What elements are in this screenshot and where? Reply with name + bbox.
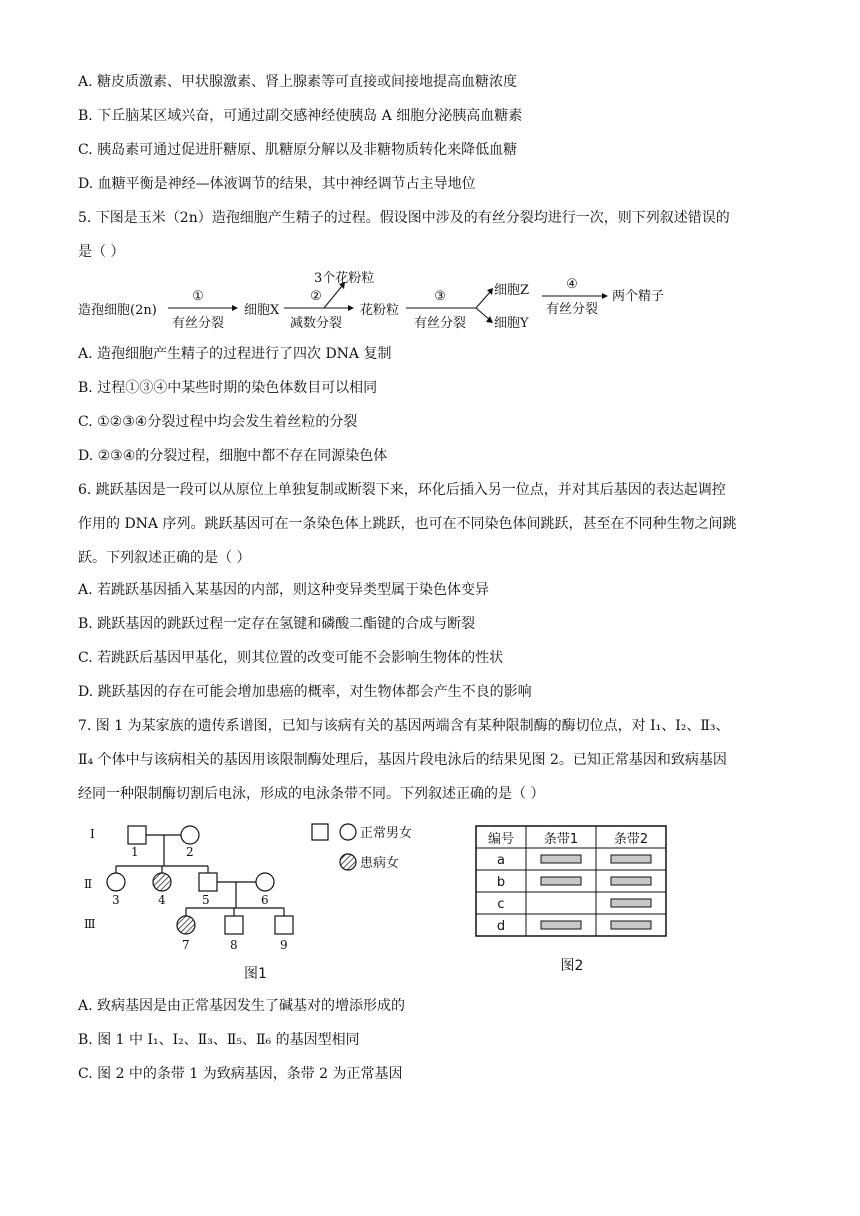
gel-band1-mark [541,921,581,929]
id-I2: 2 [186,845,194,859]
id-II4: 4 [158,893,166,907]
gel-row-label: a [497,853,505,868]
step4-number: ④ [566,277,578,292]
gel-band2-mark [611,855,651,863]
q5-option-d: D. ②③④的分裂过程，细胞中都不存在同源染色体 [78,448,388,464]
legend-circle-icon [340,824,356,840]
step3-number: ③ [434,289,446,304]
gel-row-label: c [497,897,505,912]
legend-normal-label: 正常男女 [360,826,413,841]
step2-number: ② [310,289,322,304]
q6-option-b: B. 跳跃基因的跳跃过程一定存在氢键和磷酸二酯键的合成与断裂 [78,616,476,632]
diagram-end: 两个精子 [612,289,665,304]
gel-band2-mark [611,877,651,885]
q5-stem-line-1: 5. 下图是玉米（2n）造孢细胞产生精子的过程。假设图中涉及的有丝分裂均进行一次，则下列叙述错误的 [78,210,730,226]
gel-row-label: d [496,919,506,934]
q5-option-c: C. ①②③④分裂过程中均会发生着丝粒的分裂 [78,414,358,430]
q7-stem-line-2: Ⅱ₄ 个体中与该病相关的基因用该限制酶处理后，基因片段电泳后的结果见图 2。已知正常基因和致病基因 [78,752,727,768]
q7-stem-line-1: 7. 图 1 为某家族的遗传系谱图，已知与该病有关的基因两端含有某种限制酶的酶切位点，对 I₁、I₂、Ⅱ₃、 [78,718,730,734]
legend-square-icon [312,824,328,840]
individual-III9 [275,916,293,934]
gel-band2-mark [611,899,651,907]
individual-II4 [153,873,171,891]
q5-option-b: B. 过程①③④中某些时期的染色体数目可以相同 [78,380,378,396]
diagram-cell-y: 细胞Y [494,316,529,331]
id-III8: 8 [230,938,238,952]
id-III7: 7 [182,938,190,952]
q6-option-c: C. 若跳跃后基因甲基化，则其位置的改变可能不会影响生物体的性状 [78,650,504,666]
individual-I2 [181,826,199,844]
pedigree-legend [308,818,428,878]
q5-option-a: A. 造孢细胞产生精子的过程进行了四次 DNA 复制 [78,346,392,362]
step2-label: 减数分裂 [289,316,343,331]
q7-option-b: B. 图 1 中 I₁、I₂、Ⅱ₃、Ⅱ₅、Ⅱ₆ 的基因型相同 [78,1032,360,1048]
individual-II6 [256,873,274,891]
step1-number: ① [192,289,204,304]
id-I1: 1 [131,845,139,859]
generation-label-2: Ⅱ [84,877,93,891]
q7-stem-line-3: 经同一种限制酶切割后电泳，形成的电泳条带不同。下列叙述正确的是（ ） [78,786,545,802]
q4-option-a: A. 糖皮质激素、甲状腺激素、肾上腺素等可直接或间接地提高血糖浓度 [78,74,518,90]
q6-stem-line-1: 6. 跳跃基因是一段可以从原位上单独复制或断裂下来，环化后插入另一位点，并对其后基因的表达起调控 [78,482,726,498]
id-III9: 9 [280,938,288,952]
diagram-cell-z: 细胞Z [494,283,530,298]
q7-option-a: A. 致病基因是由正常基因发生了碱基对的增添形成的 [78,998,406,1014]
individual-III7 [177,916,195,934]
individual-II5 [199,873,217,891]
electrophoresis-table [474,824,670,974]
legend-affected-label: 患病女 [360,856,400,871]
gel-header-id: 编号 [487,832,515,847]
spermatogenesis-diagram [70,268,710,334]
diagram-cell-x: 细胞X [244,303,280,318]
q4-option-b: B. 下丘脑某区域兴奋，可通过副交感神经使胰岛 A 细胞分泌胰高血糖素 [78,108,523,124]
id-II6: 6 [261,893,269,907]
individual-II3 [107,873,125,891]
generation-label-3: Ⅲ [84,917,96,931]
q5-stem-line-2: 是（ ） [78,244,125,260]
branch-three-pollen: 3个花粉粒 [314,271,375,286]
q7-option-c: C. 图 2 中的条带 1 为致病基因，条带 2 为正常基因 [78,1066,403,1082]
gel-header-band1: 条带1 [543,832,579,847]
q6-stem-line-2: 作用的 DNA 序列。跳跃基因可在一条染色体上跳跃，也可在不同染色体间跳跃，甚至在不同种生物之间跳 [78,516,737,532]
gel-header-band2: 条带2 [613,832,649,847]
gel-band2-mark [611,921,651,929]
step4-label: 有丝分裂 [545,302,599,317]
gel-band1-mark [541,877,581,885]
step3-label: 有丝分裂 [413,316,467,331]
individual-III8 [225,916,243,934]
q6-stem-line-3: 跃。下列叙述正确的是（ ） [78,550,251,566]
gel-band1-mark [541,855,581,863]
figure2-caption: 图2 [560,958,584,974]
generation-label-1: I [90,827,95,841]
step1-label: 有丝分裂 [171,316,225,331]
id-II5: 5 [202,893,210,907]
diagram-start-cell: 造孢细胞(2n) [78,303,157,318]
legend-affected-icon [340,854,356,870]
individual-I1 [128,826,146,844]
diagram-pollen: 花粉粒 [360,303,400,318]
q4-option-d: D. 血糖平衡是神经—体液调节的结果，其中神经调节占主导地位 [78,176,476,192]
q6-option-a: A. 若跳跃基因插入某基因的内部，则这种变异类型属于染色体变异 [78,582,490,598]
q6-option-d: D. 跳跃基因的存在可能会增加患癌的概率，对生物体都会产生不良的影响 [78,684,532,700]
id-II3: 3 [112,893,120,907]
gel-row-label: b [496,875,506,890]
pedigree-chart [76,816,306,986]
figure1-caption: 图1 [244,966,267,982]
q4-option-c: C. 胰岛素可通过促进肝糖原、肌糖原分解以及非糖物质转化来降低血糖 [78,142,518,158]
